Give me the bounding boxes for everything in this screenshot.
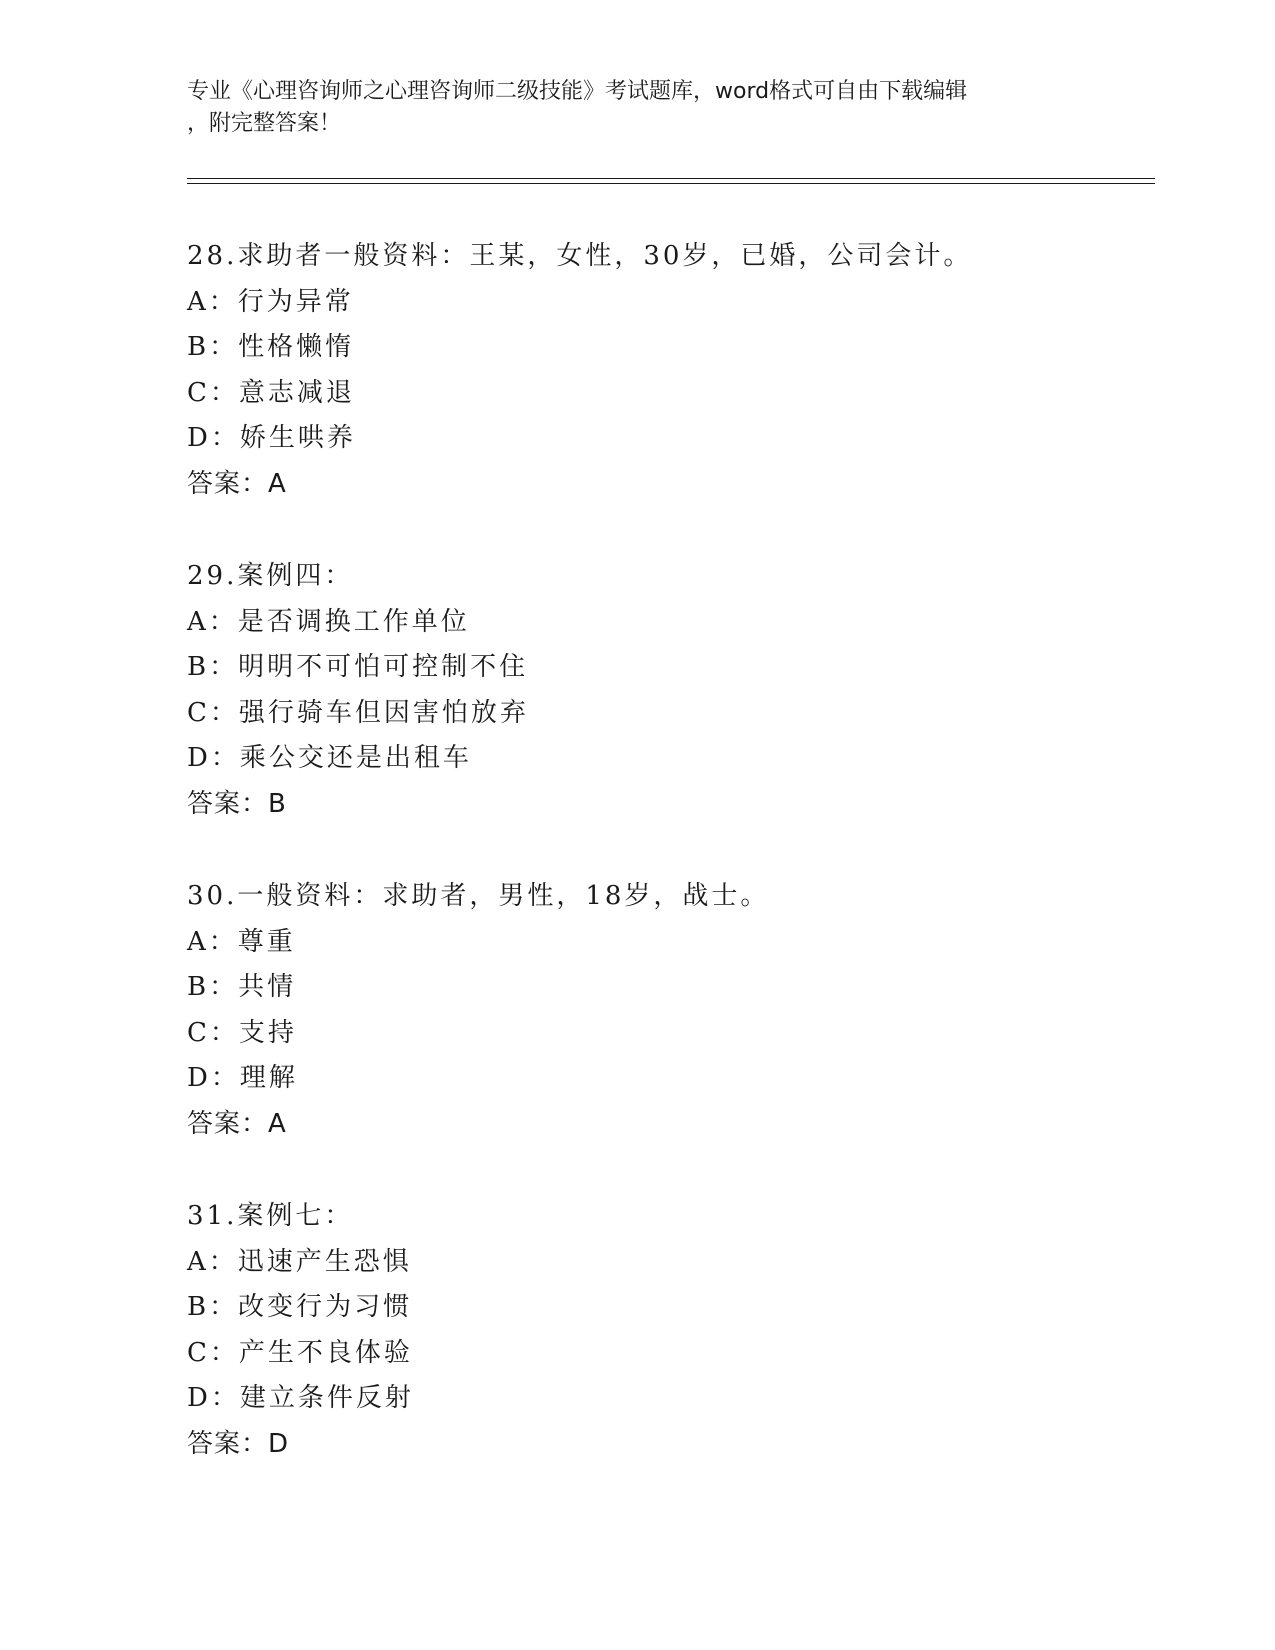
header-divider-bottom [187,183,1155,184]
option-b: B：改变行为习惯 [187,1292,413,1322]
question-title: 30.一般资料：求助者，男性，18岁，战士。 [187,881,770,911]
question-title: 31.案例七： [187,1201,354,1231]
option-b: B：共情 [187,972,297,1002]
option-a: A：尊重 [187,926,296,957]
question-30 [187,878,1155,1198]
header-line-2: ，附完整答案！ [187,111,342,136]
option-b: B：明明不可怕可控制不住 [187,652,529,682]
option-a: A：行为异常 [187,286,354,317]
header-line-1: 专业《心理咨询师之心理咨询师二级技能》考试题库，word格式可自由下载编辑 [187,79,968,104]
document-header [187,76,1087,140]
option-c: C：支持 [187,1017,297,1048]
option-a: A：迅速产生恐惧 [187,1246,412,1277]
question-title: 28.求助者一般资料：王某，女性，30岁，已婚，公司会计。 [187,241,973,271]
option-d: D：娇生哄养 [187,423,356,453]
option-b: B：性格懒惰 [187,332,355,362]
option-d: D：理解 [187,1063,298,1093]
answer-text: 答案：A [187,1108,287,1139]
option-a: A：是否调换工作单位 [187,606,470,637]
option-d: D：乘公交还是出租车 [187,743,472,773]
answer-text: 答案：A [187,468,287,499]
option-c: C：产生不良体验 [187,1337,413,1368]
question-28 [187,238,1155,558]
question-29 [187,558,1155,878]
option-c: C：意志减退 [187,377,355,408]
header-divider-top [187,178,1155,179]
option-d: D：建立条件反射 [187,1383,414,1413]
question-31 [187,1198,1155,1518]
answer-text: 答案：B [187,788,287,819]
option-c: C：强行骑车但因害怕放弃 [187,697,529,728]
question-list [187,238,1155,1518]
answer-text: 答案：D [187,1428,290,1459]
question-title: 29.案例四： [187,561,354,591]
